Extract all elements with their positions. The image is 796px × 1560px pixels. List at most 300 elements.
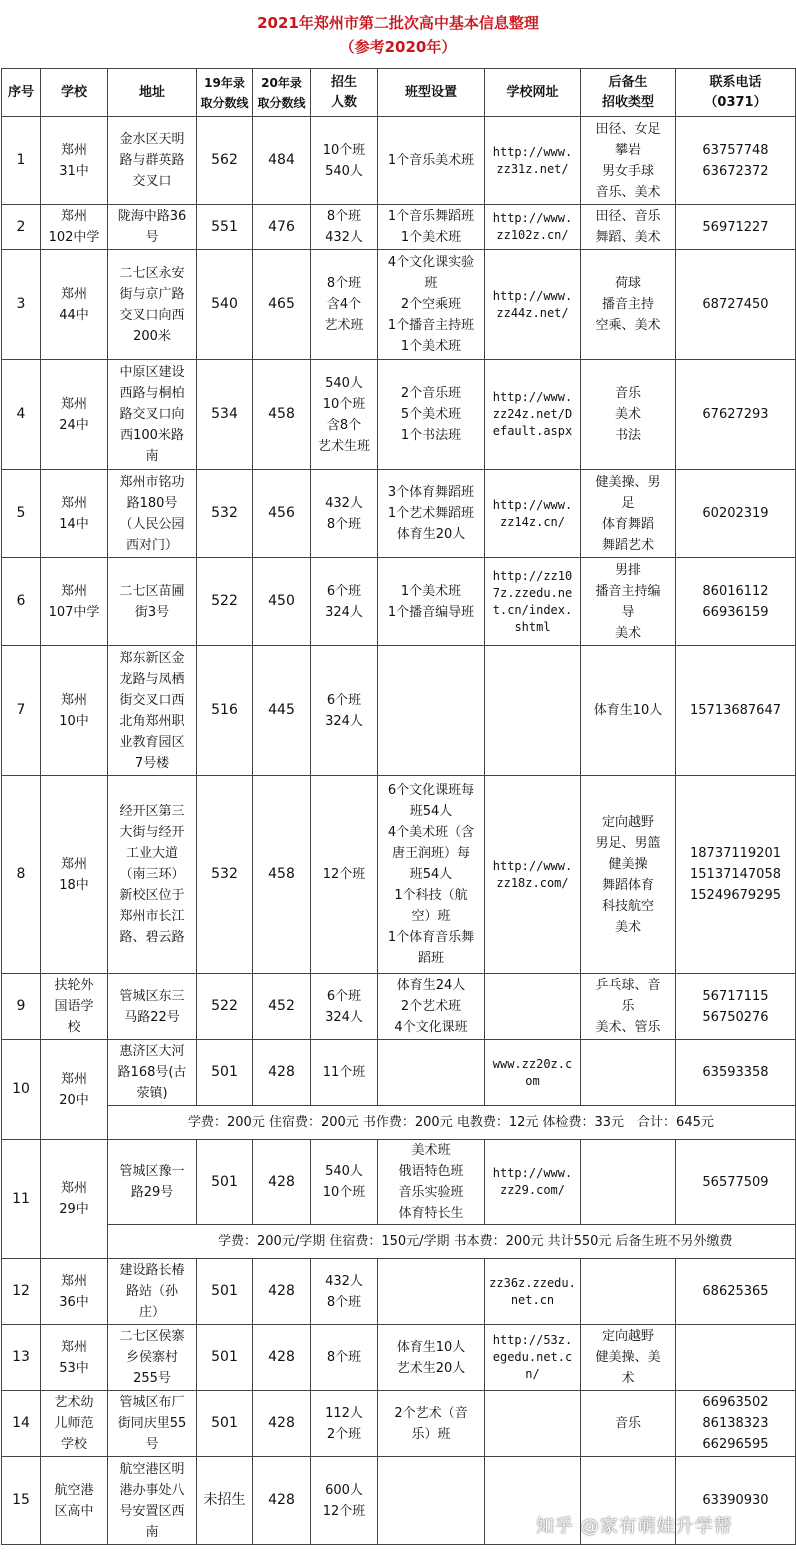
zhihu-watermark: 知乎 @家有萌娃升学帮 — [536, 1516, 733, 1537]
cell-score20: 428 — [253, 1259, 311, 1325]
cell-enroll — [311, 117, 378, 205]
cell-phone-line: 15137147058 — [690, 867, 781, 882]
cell-enroll-line: 6个班 — [326, 583, 362, 599]
cell-no: 11 — [2, 1140, 41, 1259]
cell-school-line: 29中 — [59, 1202, 89, 1217]
cell-enroll-line: 12个班 — [322, 867, 366, 882]
cell-classes — [378, 1259, 485, 1325]
cell-address-line: 号 — [145, 1437, 159, 1452]
cell-address-line: 庄） — [138, 1305, 165, 1320]
cell-address-line: 郑州市长江 — [119, 909, 185, 924]
cell-no: 15 — [2, 1457, 41, 1545]
header-backup: 后备生 招收类型 — [581, 69, 676, 117]
cell-address — [108, 1040, 197, 1106]
cell-backup-line: 男女手球 — [601, 163, 654, 179]
cell-website-line: egedu.net.c — [492, 1350, 573, 1364]
cell-classes — [378, 1040, 485, 1106]
cell-school-line: 郑州 — [60, 856, 87, 872]
cell-backup-line: 男排 — [614, 562, 641, 578]
table-row — [2, 1140, 796, 1225]
cell-website[interactable] — [485, 205, 581, 250]
cell-classes-line: 3个体育舞蹈班 — [387, 485, 475, 500]
cell-classes-line: 艺术生20人 — [396, 1360, 466, 1376]
cell-backup-line: 荷球 — [614, 276, 641, 291]
cell-score19: 522 — [197, 974, 253, 1040]
cell-phone-line: 63672372 — [702, 163, 769, 179]
cell-phone-line: 18737119201 — [690, 846, 781, 861]
cell-score20: 452 — [253, 974, 311, 1040]
cell-address-line: 陇海中路36 — [117, 209, 187, 224]
cell-website-line: http://www. — [492, 390, 573, 404]
page-title — [0, 0, 796, 68]
cell-classes — [378, 974, 485, 1040]
cell-school-line: 53中 — [59, 1360, 89, 1376]
cell-no: 13 — [2, 1325, 41, 1391]
cell-backup-line: 足 — [621, 495, 635, 511]
cell-school-line: 郑州 — [60, 1273, 87, 1289]
cell-backup-line: 健美操、男 — [595, 474, 661, 490]
cell-address-line: 经开区第三 — [119, 804, 185, 819]
cell-score19: 534 — [197, 360, 253, 470]
cell-address-line: 路、碧云路 — [119, 930, 185, 945]
cell-backup-line: 体育舞蹈 — [601, 516, 654, 532]
table-row — [2, 1391, 796, 1457]
cell-phone — [676, 250, 796, 360]
cell-score19: 522 — [197, 558, 253, 646]
title-line-2: （参考2020年） — [339, 38, 457, 56]
cell-score20: 428 — [253, 1325, 311, 1391]
cell-enroll-line: 432人 — [325, 230, 363, 245]
header-no: 序号 — [2, 69, 41, 117]
table-row — [2, 974, 796, 1040]
cell-website[interactable] — [485, 1325, 581, 1391]
cell-school — [41, 646, 108, 776]
cell-phone — [676, 117, 796, 205]
cell-classes — [378, 558, 485, 646]
cell-enroll-line: 8个班 — [326, 1350, 362, 1365]
cell-school-line: 航空港 — [54, 1482, 94, 1498]
cell-address-line: 街3号 — [134, 604, 170, 620]
cell-school-line: 44中 — [59, 307, 89, 323]
cell-phone-line: 66963502 — [702, 1395, 769, 1410]
cell-score19: 540 — [197, 250, 253, 360]
cell-website-line: efault.aspx — [492, 424, 573, 438]
cell-website[interactable] — [485, 1140, 581, 1225]
cell-website-line: zz36z.zzedu. — [489, 1275, 576, 1290]
cell-enroll-line: 432人 — [325, 1273, 363, 1289]
cell-score20: 450 — [253, 558, 311, 646]
cell-classes-line: 班54人 — [409, 867, 453, 882]
cell-enroll-line: 540人 — [325, 1164, 363, 1179]
cell-score20: 428 — [253, 1391, 311, 1457]
cell-enroll — [311, 360, 378, 470]
cell-school-line: 24中 — [59, 417, 89, 433]
cell-website-line: zz29.com/ — [499, 1183, 566, 1197]
cell-no: 14 — [2, 1391, 41, 1457]
cell-phone-line: 63757748 — [702, 142, 769, 158]
cell-phone-line: 15713687647 — [690, 703, 781, 718]
cell-enroll — [311, 646, 378, 776]
cell-backup-line: 舞蹈体育 — [601, 877, 654, 893]
cell-no: 6 — [2, 558, 41, 646]
cell-address-line: 管城区布厂 — [119, 1395, 185, 1410]
cell-classes-line: 2个艺术（音 — [394, 1405, 468, 1421]
cell-enroll-line: 112人 — [325, 1405, 363, 1421]
header-enroll: 招生 人数 — [311, 69, 378, 117]
cell-address — [108, 646, 197, 776]
cell-no: 10 — [2, 1040, 41, 1140]
cell-phone-line: 15249679295 — [690, 888, 781, 903]
cell-school — [41, 974, 108, 1040]
cell-backup-line: 舞蹈艺术 — [601, 537, 654, 553]
cell-phone — [676, 1325, 796, 1391]
fee-note: 学费：200元 住宿费：200元 书作费：200元 电教费：12元 体检费：33元 合计：645元 — [108, 1106, 796, 1140]
cell-website[interactable] — [485, 558, 581, 646]
cell-school-line: 扶轮外 — [54, 978, 94, 993]
cell-school — [41, 360, 108, 470]
cell-enroll-line: 12个班 — [322, 1503, 366, 1519]
cell-address-line: 郑州市铭功 — [119, 474, 185, 490]
cell-address — [108, 558, 197, 646]
cell-website-line: om — [525, 1073, 540, 1088]
cell-school-line: 20中 — [59, 1092, 89, 1108]
cell-address-line: 管城区豫一 — [119, 1164, 185, 1179]
cell-website-line: http://www. — [492, 288, 573, 303]
cell-school — [41, 1391, 108, 1457]
cell-phone-line: 67627293 — [702, 407, 769, 422]
cell-classes-line: 5个美术班 — [400, 407, 462, 422]
cell-backup — [581, 1391, 676, 1457]
cell-enroll — [311, 776, 378, 974]
cell-website-line: 7z.zzedu.ne — [492, 585, 573, 600]
cell-website-line: n/ — [525, 1367, 540, 1381]
cell-score20: 456 — [253, 470, 311, 558]
cell-enroll-line: 含8个 — [326, 417, 362, 433]
cell-enroll-line: 540人 — [325, 375, 363, 391]
cell-score19: 501 — [197, 1040, 253, 1106]
school-info-table — [1, 68, 796, 1545]
cell-address-line: 马路22号 — [124, 1009, 180, 1025]
cell-website[interactable] — [485, 470, 581, 558]
cell-website-line: net.cn — [510, 1292, 555, 1307]
cell-backup-line: 田径、音乐 — [595, 209, 661, 224]
cell-classes — [378, 646, 485, 776]
cell-backup-line: 播音主持 — [601, 297, 654, 312]
cell-classes-line: 2个艺术班 — [400, 999, 462, 1014]
cell-website[interactable] — [485, 117, 581, 205]
cell-website[interactable] — [485, 360, 581, 470]
cell-no: 1 — [2, 117, 41, 205]
cell-no: 2 — [2, 205, 41, 250]
cell-address-line: 7号楼 — [134, 755, 170, 771]
cell-backup — [581, 205, 676, 250]
cell-website-line: www.zz20z.c — [492, 1056, 573, 1071]
cell-address-line: 新校区位于 — [119, 888, 185, 903]
table-row — [2, 250, 796, 360]
cell-score20: 428 — [253, 1457, 311, 1545]
cell-classes-line: 美术班 — [411, 1143, 451, 1158]
cell-address-line: 大街与经开 — [119, 825, 185, 840]
fee-note-row — [2, 1106, 796, 1140]
cell-phone — [676, 1391, 796, 1457]
table-row — [2, 360, 796, 470]
header-phone: 联系电话 （0371） — [676, 69, 796, 117]
cell-website-line: shtml — [514, 619, 551, 634]
cell-address — [108, 1325, 197, 1391]
cell-score19: 562 — [197, 117, 253, 205]
cell-school — [41, 1040, 108, 1140]
cell-school-line: 18中 — [59, 877, 89, 893]
cell-enroll-line: 10个班 — [322, 1185, 366, 1200]
cell-score20: 484 — [253, 117, 311, 205]
cell-backup-line: 书法 — [614, 428, 641, 443]
cell-enroll — [311, 1457, 378, 1545]
cell-address — [108, 1457, 197, 1545]
table-row — [2, 776, 796, 974]
cell-website[interactable] — [485, 1040, 581, 1106]
cell-address-line: 二七区侯寨 — [119, 1329, 185, 1344]
cell-address-line: 交叉口 — [132, 174, 172, 189]
cell-phone — [676, 558, 796, 646]
cell-phone-line: 86016112 — [702, 583, 769, 599]
header-score19: 19年录 取分数线 — [197, 69, 253, 117]
cell-website[interactable] — [485, 250, 581, 360]
cell-address — [108, 1391, 197, 1457]
cell-address — [108, 470, 197, 558]
cell-address-line: 管城区东三 — [119, 988, 185, 1004]
cell-phone-line: 63593358 — [702, 1065, 769, 1080]
cell-classes-line: 1个美术班 — [400, 339, 462, 354]
cell-backup-line: 体育生10人 — [593, 703, 663, 718]
cell-website[interactable] — [485, 776, 581, 974]
cell-school — [41, 776, 108, 974]
cell-address-line: 南 — [145, 449, 159, 464]
cell-website — [485, 974, 581, 1040]
cell-phone-line: 56750276 — [702, 1009, 769, 1025]
cell-backup-line: 音乐 — [614, 1416, 641, 1431]
cell-address-line: 惠济区大河 — [119, 1044, 185, 1059]
cell-school-line: 郑州 — [60, 1181, 87, 1196]
cell-classes-line: 4个文化课班 — [394, 1020, 468, 1035]
cell-classes-line: 6个文化课班每 — [387, 783, 475, 798]
cell-enroll-line: 600人 — [325, 1482, 363, 1498]
cell-school-line: 学校 — [60, 1437, 87, 1452]
cell-school-line: 校 — [67, 1020, 81, 1035]
cell-website-line: http://www. — [492, 1166, 573, 1180]
cell-website[interactable] — [485, 1259, 581, 1325]
cell-address-line: 号 — [145, 230, 159, 245]
cell-score19: 516 — [197, 646, 253, 776]
cell-backup — [581, 1140, 676, 1225]
cell-backup-line: 科技航空 — [601, 898, 654, 914]
cell-classes-line: 1个美术班 — [400, 230, 462, 245]
cell-school — [41, 1140, 108, 1259]
cell-classes-line: 1个书法班 — [400, 428, 462, 443]
cell-phone-line: 66296595 — [702, 1437, 769, 1452]
cell-backup-line: 播音主持编 — [595, 583, 661, 599]
cell-school-line: 儿师范 — [54, 1416, 94, 1431]
cell-school — [41, 470, 108, 558]
table-row — [2, 646, 796, 776]
cell-classes-line: 1个体育音乐舞 — [387, 930, 475, 945]
cell-backup-line: 音乐、美术 — [595, 184, 661, 200]
cell-address-line: 二七区永安 — [119, 265, 185, 281]
cell-phone-line: 66936159 — [702, 604, 769, 620]
cell-enroll-line: 10个班 — [322, 396, 366, 412]
cell-phone — [676, 1040, 796, 1106]
cell-address-line: 200米 — [133, 328, 171, 344]
cell-classes-line: 班54人 — [409, 804, 453, 819]
cell-backup-line: 美术 — [614, 919, 641, 935]
cell-no: 7 — [2, 646, 41, 776]
header-row — [2, 69, 796, 117]
cell-classes-line: 1个播音主持班 — [387, 318, 475, 333]
cell-classes-line: 空）班 — [411, 909, 451, 924]
cell-classes — [378, 1140, 485, 1225]
cell-backup — [581, 117, 676, 205]
cell-classes-line: 体育特长生 — [398, 1206, 464, 1221]
cell-classes-line: 1个音乐舞蹈班 — [387, 209, 475, 224]
cell-enroll — [311, 250, 378, 360]
cell-classes — [378, 250, 485, 360]
cell-enroll-line: 8个班 — [326, 209, 362, 224]
cell-backup-line: 导 — [621, 604, 635, 620]
cell-school-line: 郑州 — [60, 209, 87, 224]
cell-school-line: 郑州 — [60, 396, 87, 412]
cell-school-line: 郑州 — [60, 1071, 87, 1087]
table-row — [2, 1325, 796, 1391]
cell-school-line: 31中 — [59, 163, 89, 179]
cell-backup — [581, 250, 676, 360]
header-score20: 20年录 取分数线 — [253, 69, 311, 117]
cell-backup-line: 舞蹈、美术 — [595, 230, 661, 245]
cell-score19: 501 — [197, 1259, 253, 1325]
cell-enroll-line: 8个班 — [326, 516, 362, 532]
cell-address-line: 中原区建设 — [119, 365, 185, 380]
cell-no: 3 — [2, 250, 41, 360]
cell-enroll-line: 艺术生班 — [317, 438, 370, 454]
cell-address-line: 路交叉口向 — [119, 407, 185, 422]
table-row — [2, 558, 796, 646]
cell-phone — [676, 974, 796, 1040]
cell-classes — [378, 1457, 485, 1545]
cell-classes-line: 俄语特色班 — [398, 1164, 464, 1179]
cell-backup — [581, 646, 676, 776]
cell-address-line: 西路与桐柏 — [119, 386, 185, 401]
cell-school — [41, 117, 108, 205]
cell-address-line: 255号 — [133, 1371, 171, 1386]
cell-backup-line: 定向越野 — [601, 814, 654, 830]
cell-address-line: 南 — [145, 1524, 159, 1540]
cell-phone — [676, 646, 796, 776]
cell-website-line: http://www. — [492, 211, 573, 225]
cell-enroll — [311, 1040, 378, 1106]
cell-classes-line: 乐）班 — [411, 1426, 451, 1442]
cell-enroll — [311, 1391, 378, 1457]
cell-classes-line: 4个美术班（含 — [387, 825, 475, 840]
cell-address-line: 北角郑州职 — [119, 713, 185, 729]
cell-score20: 458 — [253, 360, 311, 470]
cell-school-line: 艺术幼 — [54, 1395, 94, 1410]
cell-classes-line: 音乐实验班 — [398, 1185, 464, 1200]
cell-phone-line: 60202319 — [702, 506, 769, 521]
cell-school — [41, 1325, 108, 1391]
cell-classes-line: 班 — [424, 276, 438, 291]
cell-address-line: 龙路与凤栖 — [119, 671, 185, 687]
cell-address-line: 路站（孙 — [125, 1284, 178, 1299]
header-school: 学校 — [41, 69, 108, 117]
cell-address-line: 荥镇) — [136, 1086, 168, 1101]
cell-address-line: 号安置区西 — [119, 1503, 185, 1519]
cell-school — [41, 1259, 108, 1325]
cell-backup-line: 田径、女足 — [595, 121, 661, 137]
cell-score19: 未招生 — [197, 1457, 253, 1545]
cell-address-line: 路与群英路 — [119, 153, 185, 168]
cell-backup-line: 乐 — [621, 999, 635, 1014]
cell-enroll-line: 11个班 — [322, 1065, 366, 1080]
cell-website — [485, 1391, 581, 1457]
cell-school-line: 国语学 — [54, 999, 94, 1014]
cell-phone-line: 68625365 — [702, 1284, 769, 1299]
cell-enroll — [311, 558, 378, 646]
header-address: 地址 — [108, 69, 197, 117]
cell-classes — [378, 205, 485, 250]
cell-address-line: 街交叉口西 — [119, 692, 185, 708]
cell-website-line: zz31z.net/ — [496, 161, 569, 176]
fee-note: 学费：200元/学期 住宿费：150元/学期 书本费：200元 共计550元 后备生班不另外缴费 — [108, 1225, 796, 1259]
cell-phone — [676, 1259, 796, 1325]
cell-backup — [581, 776, 676, 974]
cell-address — [108, 250, 197, 360]
cell-score19: 501 — [197, 1140, 253, 1225]
cell-address — [108, 1259, 197, 1325]
cell-classes-line: 体育生10人 — [396, 1339, 466, 1355]
cell-phone — [676, 776, 796, 974]
cell-classes — [378, 360, 485, 470]
cell-website-line: http://53z. — [492, 1333, 573, 1347]
cell-address-line: 街同庆里55 — [117, 1416, 187, 1431]
cell-school — [41, 205, 108, 250]
cell-website-line: zz24z.net/D — [492, 407, 573, 421]
cell-website-line: t.cn/index. — [492, 602, 573, 617]
cell-address — [108, 1140, 197, 1225]
cell-classes — [378, 117, 485, 205]
cell-enroll-line: 10个班 — [322, 142, 366, 158]
cell-school-line: 郑州 — [60, 1339, 87, 1355]
cell-enroll-line: 432人 — [325, 495, 363, 511]
cell-classes-line: 唐王润班）每 — [391, 846, 470, 861]
cell-school — [41, 1457, 108, 1545]
cell-address-line: 乡侯寨村 — [125, 1350, 178, 1365]
cell-classes — [378, 470, 485, 558]
cell-no: 5 — [2, 470, 41, 558]
cell-website-line: http://www. — [492, 497, 573, 512]
cell-address-line: 二七区苗圃 — [119, 583, 185, 599]
cell-enroll — [311, 470, 378, 558]
cell-backup-line: 攀岩 — [614, 142, 641, 158]
cell-phone-line: 56717115 — [702, 988, 769, 1004]
cell-address — [108, 117, 197, 205]
cell-school-line: 102中学 — [48, 230, 100, 245]
cell-classes-line: 1个美术班 — [400, 583, 462, 599]
cell-address — [108, 205, 197, 250]
cell-enroll — [311, 1325, 378, 1391]
table-row — [2, 205, 796, 250]
cell-school-line: 郑州 — [60, 142, 87, 158]
cell-address-line: 街与京广路 — [119, 286, 185, 302]
cell-classes-line: 1个艺术舞蹈班 — [387, 506, 475, 521]
cell-school-line: 郑州 — [60, 495, 87, 511]
